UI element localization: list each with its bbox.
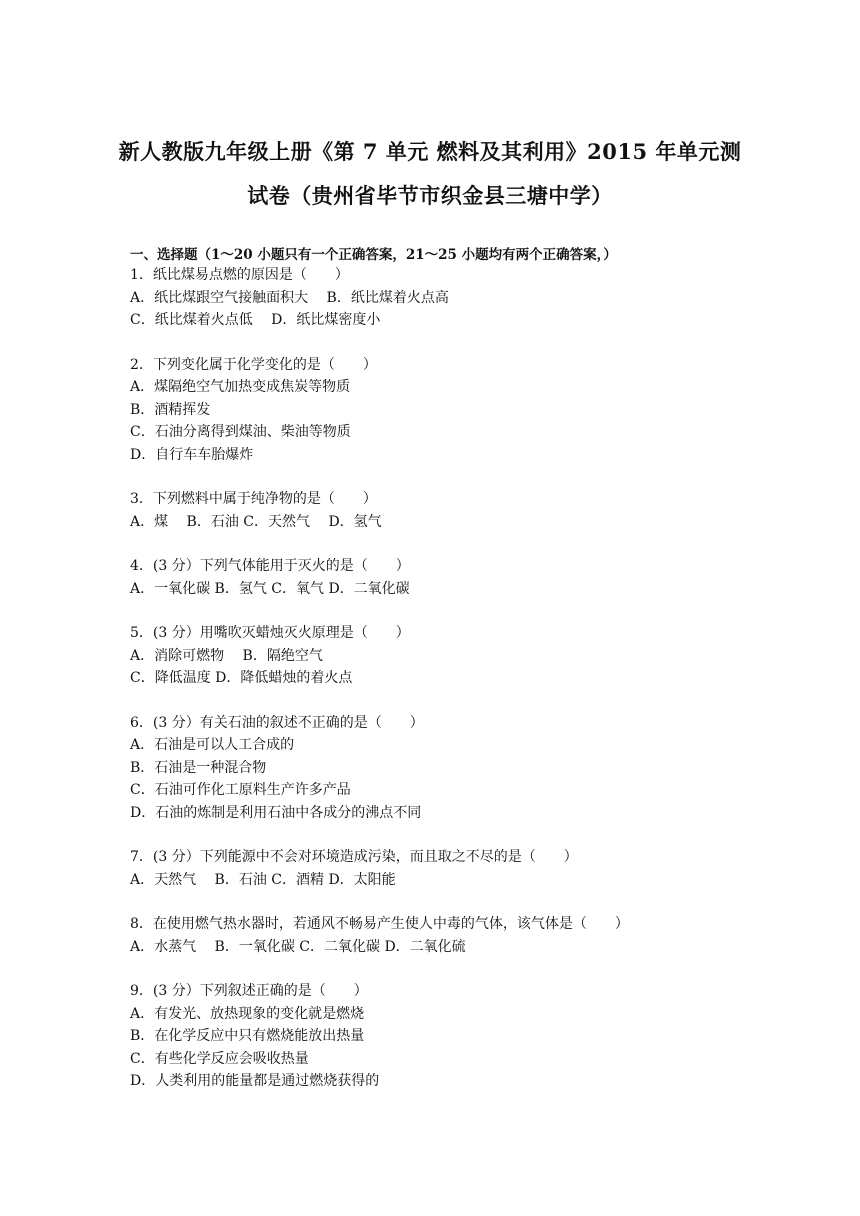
option-line: D．石油的炼制是利用石油中各成分的沸点不同 [130,804,422,821]
question-stem: 4．(3 分）下列气体能用于灭火的是（ ） [130,558,410,574]
option-line: D．人类利用的能量都是通过燃烧获得的 [130,1073,380,1089]
option-line: A．天然气 B．石油 C．酒精 D．太阳能 [130,871,396,888]
question-stem: 3．下列燃料中属于纯净物的是（ ） [130,491,377,507]
exam-title-line-2: 试卷（贵州省毕节市织金县三塘中学） [247,183,613,208]
question-6 [130,712,750,825]
option-line: B．石油是一种混合物 [130,759,267,776]
option-line: A．纸比煤跟空气接触面积大 B．纸比煤着火点高 [130,289,449,306]
question-stem: 1．纸比煤易点燃的原因是（ ） [130,267,349,283]
question-9 [130,980,750,1093]
option-line: D．自行车车胎爆炸 [130,446,254,463]
question-8 [130,913,750,958]
option-line: A．有发光、放热现象的变化就是燃烧 [130,1005,365,1022]
option-line: C．降低温度 D．降低蜡烛的着火点 [130,670,353,686]
question-list [130,264,750,1115]
option-line: C．石油可作化工原料生产许多产品 [130,782,351,798]
option-line: A．煤隔绝空气加热变成焦炭等物质 [130,379,351,395]
option-line: A．水蒸气 B．一氧化碳 C．二氧化碳 D．二氧化硫 [130,938,466,955]
option-line: A．煤 B．石油 C．天然气 D．氢气 [130,513,382,530]
question-stem: 5．(3 分）用嘴吹灭蜡烛灭火原理是（ ） [130,625,410,641]
option-line: B．酒精挥发 [130,401,211,418]
question-1 [130,264,750,332]
question-2 [130,354,750,467]
question-7 [130,846,750,891]
question-stem: 2．下列变化属于化学变化的是（ ） [130,356,377,373]
option-line: A．消除可燃物 B．隔绝空气 [130,647,323,664]
exam-title-line-1: 新人教版九年级上册《第 7 单元 燃料及其利用》2015 年单元测 [118,139,742,164]
option-line: B．在化学反应中只有燃烧能放出热量 [130,1028,365,1044]
question-stem: 9．(3 分）下列叙述正确的是（ ） [130,983,368,999]
question-stem: 6．(3 分）有关石油的叙述不正确的是（ ） [130,714,424,731]
option-line: C．有些化学反应会吸收热量 [130,1050,309,1067]
question-5 [130,622,750,690]
section-heading: 一、选择题（1～20 小题只有一个正确答案，21～25 小题均有两个正确答案，） [130,247,617,263]
question-3 [130,488,750,533]
option-line: C．石油分离得到煤油、柴油等物质 [130,424,351,440]
option-line: C．纸比煤着火点低 D．纸比煤密度小 [130,312,381,328]
option-line: A．石油是可以人工合成的 [130,737,295,753]
question-stem: 8．在使用燃气热水器时，若通风不畅易产生使人中毒的气体，该气体是（ ） [130,916,629,932]
question-stem: 7．(3 分）下列能源中不会对环境造成污染，而且取之不尽的是（ ） [130,849,578,865]
option-line: A．一氧化碳 B．氢气 C．氧气 D．二氧化碳 [130,580,410,597]
question-4 [130,555,750,600]
